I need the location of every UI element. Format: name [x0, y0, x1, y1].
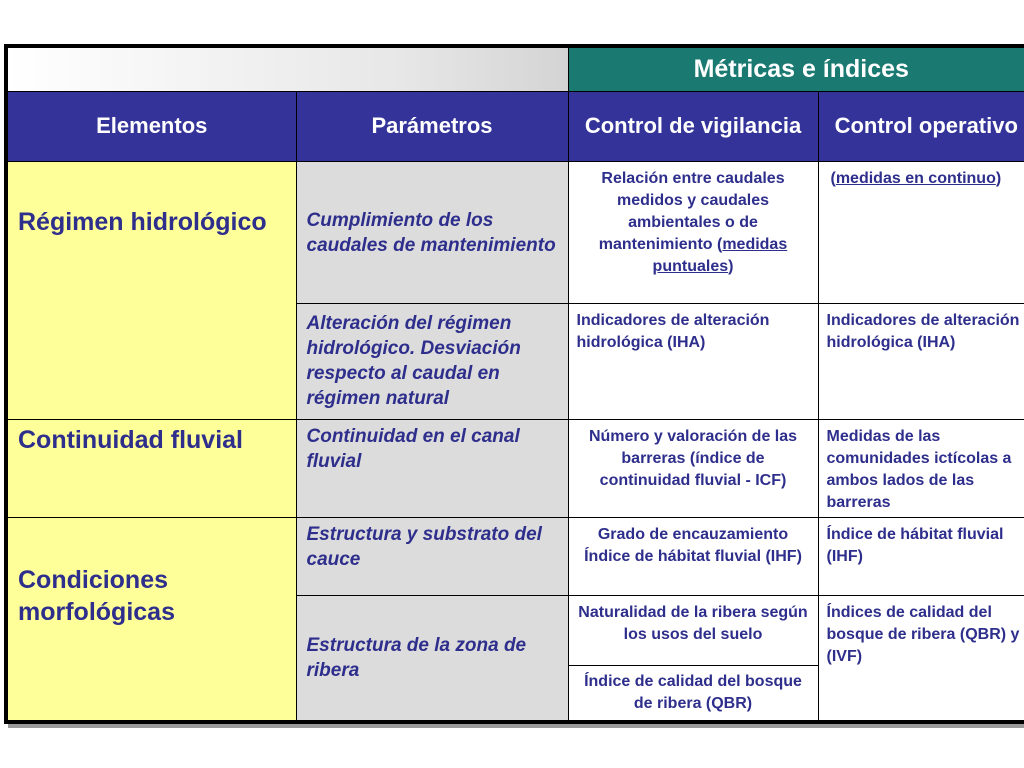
cell-text: Relación entre caudales medidos y caudales ambientales o de mantenimiento (: [598, 169, 785, 253]
parameter-cell: Estructura y substrato del cauce: [296, 517, 568, 595]
cell-text: (: [830, 169, 836, 187]
parameter-cell: Alteración del régimen hidrológico. Desviación respecto al caudal en régimen natural: [296, 304, 568, 419]
cell-text: ): [995, 169, 1002, 187]
underlined-text: medidas en continuo: [835, 169, 996, 187]
column-header-operative: Control operativo: [818, 91, 1024, 161]
parameter-cell: Estructura de la zona de ribera: [296, 596, 568, 722]
operative-cell: Índice de hábitat fluvial (IHF): [818, 517, 1024, 595]
table-row: [6, 419, 1024, 517]
operative-cell: [818, 161, 1024, 303]
column-header-surveillance: Control de vigilancia: [568, 91, 818, 161]
table-row: [6, 517, 1024, 595]
table-row: [6, 91, 1024, 161]
surveillance-cell: Número y valoración de las barreras (índice de continuidad fluvial - ICF): [568, 419, 818, 517]
corner-cell: [6, 46, 568, 91]
cell-text: ): [728, 257, 734, 275]
surveillance-cell: Índice de calidad del bosque de ribera (QBR): [568, 666, 818, 722]
parameter-cell: Continuidad en el canal fluvial: [296, 419, 568, 517]
table-row: [6, 161, 1024, 303]
element-regimen-hidrologico: Régimen hidrológico: [6, 161, 296, 419]
surveillance-cell: Naturalidad de la ribera según los usos del suelo: [568, 596, 818, 666]
surveillance-cell: Indicadores de alteración hidrológica (IHA): [568, 304, 818, 419]
metrics-table: [4, 44, 1024, 724]
underlined-text: medidas puntuales: [652, 235, 788, 275]
operative-cell: Índices de calidad del bosque de ribera (QBR) y (IVF): [818, 596, 1024, 722]
surveillance-cell: [568, 161, 818, 303]
surveillance-cell: Grado de encauzamiento Índice de hábitat fluvial (IHF): [568, 517, 818, 595]
element-condiciones-morfologicas: Condiciones morfológicas: [6, 517, 296, 722]
column-header-parameters: Parámetros: [296, 91, 568, 161]
operative-cell: Indicadores de alteración hidrológica (IHA): [818, 304, 1024, 419]
metrics-header: Métricas e índices: [568, 46, 1024, 91]
table-row: [6, 46, 1024, 91]
operative-cell: Medidas de las comunidades ictícolas a ambos lados de las barreras: [818, 419, 1024, 517]
element-continuidad-fluvial: Continuidad fluvial: [6, 419, 296, 517]
parameter-cell: Cumplimiento de los caudales de mantenimiento: [296, 161, 568, 303]
column-header-elements: Elementos: [6, 91, 296, 161]
